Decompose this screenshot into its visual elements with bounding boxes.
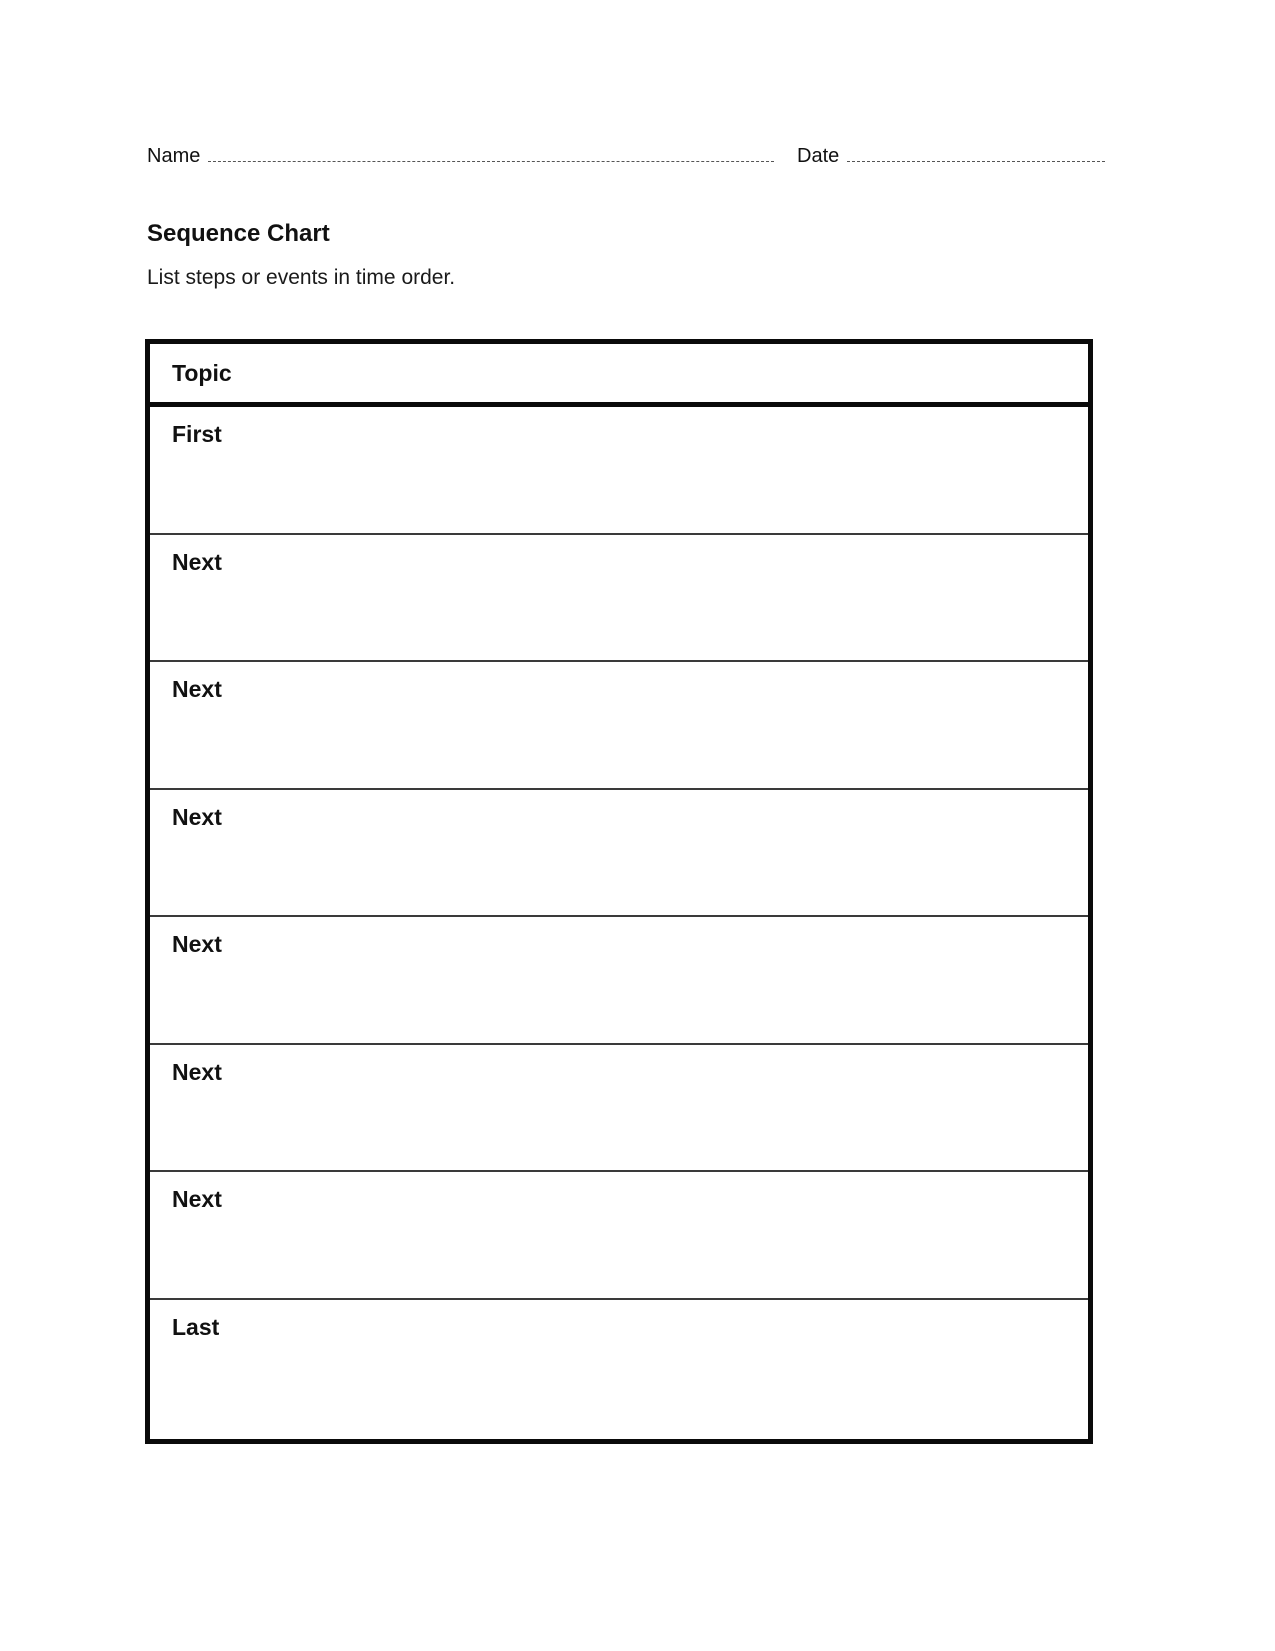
date-label: Date (797, 145, 840, 167)
sequence-chart-table (145, 339, 1093, 1444)
sequence-row-next-6[interactable] (150, 1172, 1088, 1300)
topic-label: Topic (172, 360, 232, 386)
page-title: Sequence Chart (147, 220, 330, 247)
instructions: List steps or events in time order. (147, 266, 456, 289)
write-area[interactable] (150, 407, 1088, 533)
sequence-row-next-4[interactable] (150, 917, 1088, 1045)
name-label: Name (147, 145, 201, 167)
row-label: Next (172, 676, 222, 702)
write-area[interactable] (150, 1300, 1088, 1435)
write-area[interactable] (150, 917, 1088, 1043)
sequence-row-next-1[interactable] (150, 535, 1088, 663)
write-area[interactable] (150, 790, 1088, 916)
write-area[interactable] (150, 535, 1088, 661)
sequence-row-last[interactable] (150, 1300, 1088, 1435)
sequence-row-next-2[interactable] (150, 662, 1088, 790)
write-area[interactable] (150, 662, 1088, 788)
row-label: First (172, 421, 222, 447)
topic-row[interactable] (150, 344, 1088, 407)
sequence-row-first[interactable] (150, 407, 1088, 535)
date-blank-line[interactable] (847, 143, 1105, 162)
row-label: Next (172, 1186, 222, 1212)
name-blank-line[interactable] (208, 143, 774, 162)
row-label: Last (172, 1313, 220, 1340)
sequence-row-next-5[interactable] (150, 1045, 1088, 1173)
name-field[interactable] (147, 143, 774, 169)
header-fields (147, 143, 1117, 169)
write-area[interactable] (150, 1172, 1088, 1298)
date-field[interactable] (797, 143, 1105, 169)
row-label: Next (172, 548, 222, 575)
row-label: Next (172, 803, 222, 830)
row-label: Next (172, 1058, 222, 1085)
write-area[interactable] (150, 1045, 1088, 1171)
row-label: Next (172, 931, 222, 957)
sequence-row-next-3[interactable] (150, 790, 1088, 918)
